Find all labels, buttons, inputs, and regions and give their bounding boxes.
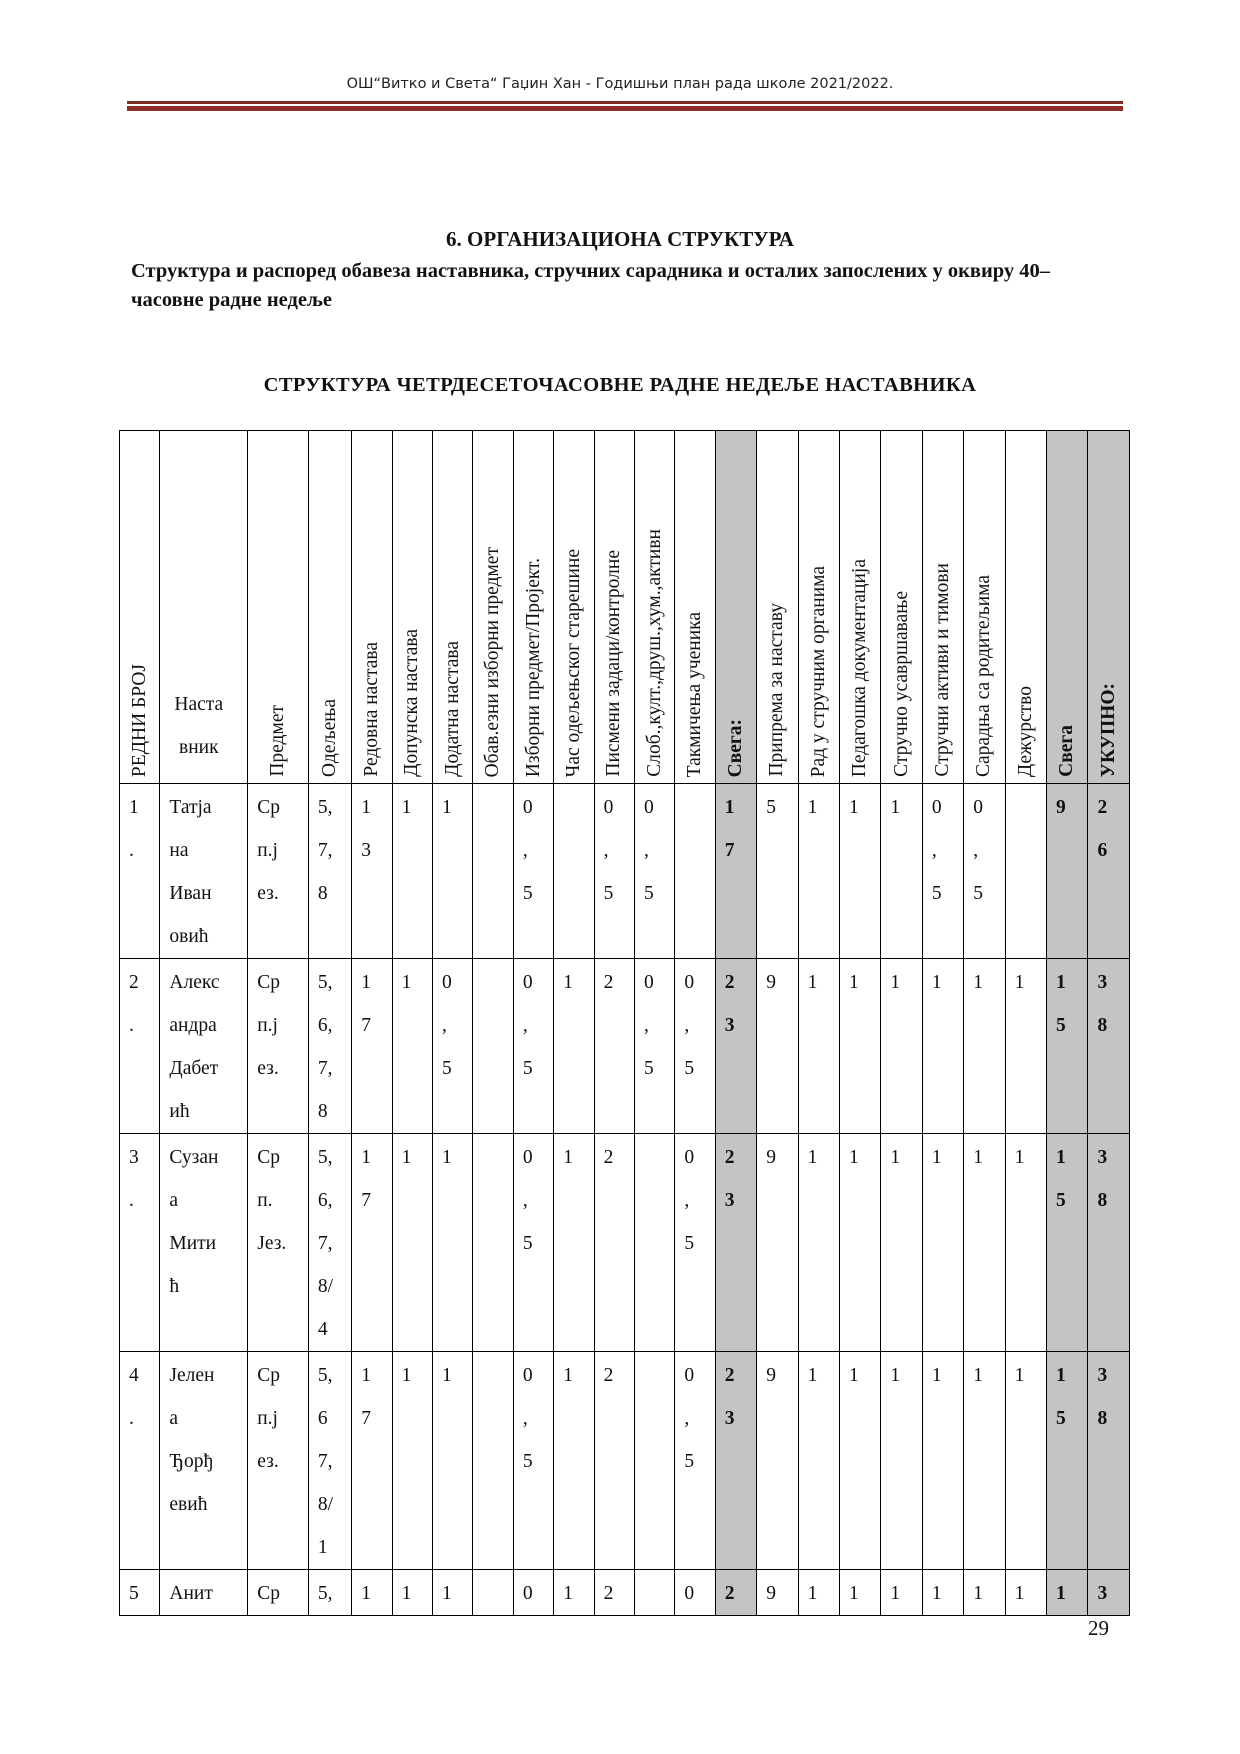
cell-value: 9 <box>766 972 776 993</box>
table-cell <box>1005 1570 1046 1616</box>
cell-value: 5, <box>317 1583 333 1604</box>
table-cell <box>554 1134 594 1352</box>
cell-value: 0 , 5 <box>522 972 533 1079</box>
cell-value: 1 7 <box>361 972 372 1036</box>
table-cell <box>513 1352 553 1570</box>
cell-value: 1 <box>1056 1583 1066 1604</box>
cell-value: 2 <box>603 972 614 993</box>
col-header-elective-project: Изборни предмет/Пројект. <box>513 431 553 784</box>
table-cell <box>160 1352 248 1570</box>
cell-value: Ср п.ј ез. <box>257 972 281 1079</box>
cell-value: Ср п.ј ез. <box>257 1365 281 1472</box>
col-header-supplementary: Допунска настава <box>392 431 432 784</box>
cell-value: 1 <box>1014 1147 1025 1168</box>
table-cell <box>840 1570 881 1616</box>
table-cell <box>433 784 473 959</box>
cell-value: 1 <box>931 972 942 993</box>
cell-value: 1 <box>442 1147 452 1168</box>
table-cell <box>840 959 881 1134</box>
table-cell <box>635 959 675 1134</box>
cell-value: 1 7 <box>724 797 735 861</box>
table-cell <box>554 1352 594 1570</box>
cell-value: 0 , 5 <box>644 972 654 1079</box>
table-cell <box>513 1134 553 1352</box>
table-cell <box>881 1570 922 1616</box>
cell-value: 2 3 <box>724 972 735 1036</box>
table-cell <box>1047 784 1088 959</box>
cell-value: 2 <box>603 1147 614 1168</box>
cell-value: 0 , 5 <box>522 1147 533 1254</box>
table-cell <box>554 1570 594 1616</box>
table-cell <box>1047 959 1088 1134</box>
cell-value: 1 <box>973 1365 983 1386</box>
cell-value: 1 <box>890 1583 901 1604</box>
col-header-free-activities: Слоб.,култ.,друш.,хум.,активн <box>635 431 675 784</box>
table-cell <box>757 784 798 959</box>
table-cell <box>675 1570 715 1616</box>
cell-value: 2 <box>603 1365 614 1386</box>
cell-value: 1 <box>442 1365 452 1386</box>
cell-value: 2 . <box>129 972 139 1036</box>
col-header-professional-development: Стручно усавршавање <box>881 431 922 784</box>
table-cell <box>248 959 309 1134</box>
table-cell <box>1005 784 1046 959</box>
cell-value: 1 . <box>129 797 139 861</box>
cell-value: 1 <box>973 972 983 993</box>
table-cell <box>635 1352 675 1570</box>
table-row <box>120 1570 1130 1616</box>
table-cell <box>160 1570 248 1616</box>
cell-value: 1 <box>890 1365 901 1386</box>
table-cell <box>594 1570 634 1616</box>
cell-value: 5, 6, 7, 8/ 4 <box>317 1147 334 1340</box>
table-cell <box>473 1570 513 1616</box>
cell-value: 1 <box>973 1583 983 1604</box>
table-cell <box>120 784 160 959</box>
table-cell <box>392 1134 432 1352</box>
section-title: 6. ОРГАНИЗАЦИОНА СТРУКТУРА <box>446 227 794 251</box>
table-cell <box>594 959 634 1134</box>
col-header-mandatory-elective: Обав.езни изборни предмет <box>473 431 513 784</box>
cell-value <box>473 1134 512 1136</box>
table-cell <box>798 1134 839 1352</box>
table-cell <box>433 1134 473 1352</box>
table-cell <box>352 1352 392 1570</box>
header-rule-thick <box>127 106 1123 111</box>
cell-value: Јелен а Ђорђ евић <box>169 1365 215 1515</box>
cell-value: 1 <box>849 1147 859 1168</box>
cell-value: 9 <box>766 1147 776 1168</box>
table-cell <box>1047 1134 1088 1352</box>
table-cell <box>840 784 881 959</box>
table-cell <box>433 1570 473 1616</box>
cell-value: 1 <box>807 797 818 818</box>
table-cell <box>513 1570 553 1616</box>
table-cell <box>308 1352 351 1570</box>
table-cell <box>964 1134 1005 1352</box>
table-cell <box>715 1352 756 1570</box>
table-row <box>120 784 1130 959</box>
table-cell <box>160 1134 248 1352</box>
table-cell <box>513 784 553 959</box>
table-cell <box>120 959 160 1134</box>
cell-value <box>554 784 593 786</box>
cell-value: Ср <box>257 1583 281 1604</box>
table-cell <box>473 959 513 1134</box>
cell-value: 1 <box>931 1583 942 1604</box>
cell-value: 5 <box>766 797 776 818</box>
table-cell <box>675 784 715 959</box>
table-cell <box>352 784 392 959</box>
table-cell <box>392 784 432 959</box>
table-cell <box>715 784 756 959</box>
table-cell <box>392 1570 432 1616</box>
table-cell <box>964 1352 1005 1570</box>
cell-value: 3 8 <box>1097 972 1108 1036</box>
cell-value: 1 5 <box>1056 1365 1066 1429</box>
table-cell <box>248 1134 309 1352</box>
cell-value <box>473 959 512 961</box>
table-cell <box>964 1570 1005 1616</box>
table-cell <box>248 1352 309 1570</box>
table-cell <box>473 1134 513 1352</box>
col-header-subtotal-1: Свега: <box>715 431 756 784</box>
table-cell <box>635 1134 675 1352</box>
cell-value: 1 <box>442 797 452 818</box>
cell-value: 1 <box>890 972 901 993</box>
page-number: 29 <box>1088 1616 1109 1640</box>
table-cell <box>120 1134 160 1352</box>
cell-value <box>635 1570 674 1572</box>
table-cell <box>473 784 513 959</box>
cell-value: 1 <box>849 1583 859 1604</box>
header-rule-thin <box>127 101 1123 104</box>
section-subtitle: Структура и распоред обавеза наставника, стручних сарадника и осталих запослених у оквиру 40–часовне радне недеље <box>131 260 1051 311</box>
cell-value: 0 , 5 <box>684 972 695 1079</box>
table-cell <box>881 959 922 1134</box>
table-cell <box>881 1134 922 1352</box>
table-cell <box>757 1134 798 1352</box>
table-cell <box>715 959 756 1134</box>
table-cell <box>798 1352 839 1570</box>
table-cell <box>881 784 922 959</box>
table-cell <box>308 959 351 1134</box>
cell-value: 1 <box>401 797 412 818</box>
col-header-teacher: Наста вник <box>160 431 248 784</box>
table-cell <box>160 784 248 959</box>
table-row <box>120 959 1130 1134</box>
cell-value: 0 , 5 <box>684 1365 695 1472</box>
cell-value: 1 <box>563 972 573 993</box>
cell-value: 5, 6, 7, 8 <box>317 972 333 1122</box>
table-cell <box>1005 1352 1046 1570</box>
cell-value: 0 , 5 <box>644 797 654 904</box>
cell-value: 0 , 5 <box>684 1147 695 1254</box>
cell-value: 9 <box>766 1365 776 1386</box>
cell-value: 3 <box>1097 1583 1108 1604</box>
col-header-subtotal-2: Свега <box>1047 431 1088 784</box>
table-title: СТРУКТУРА ЧЕТРДЕСЕТОЧАСОВНЕ РАДНЕ НЕДЕЉЕ НАСТАВНИКА <box>263 374 977 396</box>
col-header-tests: Писмени задаци/контролне <box>594 431 634 784</box>
cell-value: 1 <box>1014 972 1025 993</box>
col-header-classes: Одељења <box>308 431 351 784</box>
cell-value: 1 <box>401 1365 412 1386</box>
col-header-ordinal: РЕДНИ БРОЈ <box>120 431 160 784</box>
cell-value: Татја на Иван овић <box>169 797 212 947</box>
cell-value: 1 <box>401 1583 412 1604</box>
table-cell <box>675 1352 715 1570</box>
cell-value: 0 , 5 <box>973 797 983 904</box>
table-cell <box>840 1134 881 1352</box>
col-header-competitions: Такмичења ученика <box>675 431 715 784</box>
cell-value: 9 <box>766 1583 776 1604</box>
cell-value: 1 <box>563 1365 573 1386</box>
table-cell <box>1088 1352 1130 1570</box>
cell-value <box>473 1570 512 1572</box>
cell-value: 5, 6 7, 8/ 1 <box>317 1365 334 1558</box>
table-cell <box>1088 784 1130 959</box>
table-row <box>120 1134 1130 1352</box>
cell-value: Анит <box>169 1583 213 1604</box>
table-cell <box>757 1570 798 1616</box>
cell-value: 5, 7, 8 <box>317 797 333 904</box>
cell-value <box>635 1352 674 1354</box>
col-header-teams: Стручни активи и тимови <box>922 431 963 784</box>
table-cell <box>392 1352 432 1570</box>
cell-value: 2 <box>724 1583 735 1604</box>
table-cell <box>715 1570 756 1616</box>
table-cell <box>594 1134 634 1352</box>
cell-value: 1 <box>401 972 412 993</box>
cell-value: 0 , 5 <box>442 972 452 1079</box>
cell-value: Сузан а Мити ћ <box>169 1147 219 1297</box>
col-header-parent-cooperation: Сарадња са родитељима <box>964 431 1005 784</box>
table-cell <box>922 1570 963 1616</box>
cell-value: 1 <box>807 972 818 993</box>
table-cell <box>1005 1134 1046 1352</box>
table-cell <box>922 959 963 1134</box>
cell-value <box>1006 784 1046 786</box>
table-cell <box>798 1570 839 1616</box>
table-cell <box>160 959 248 1134</box>
table-cell <box>675 959 715 1134</box>
cell-value: 1 <box>563 1583 573 1604</box>
table-cell <box>881 1352 922 1570</box>
cell-value: 0 <box>522 1583 533 1604</box>
cell-value: 1 <box>1014 1583 1025 1604</box>
table-cell <box>1047 1352 1088 1570</box>
cell-value: 3 . <box>129 1147 139 1211</box>
table-cell <box>513 959 553 1134</box>
table-cell <box>1047 1570 1088 1616</box>
cell-value: 2 3 <box>724 1147 735 1211</box>
cell-value: 5 <box>129 1583 139 1604</box>
cell-value: 3 8 <box>1097 1365 1108 1429</box>
cell-value: 4 . <box>129 1365 139 1429</box>
cell-value: 1 5 <box>1056 972 1066 1036</box>
table-cell <box>120 1570 160 1616</box>
cell-value: 0 , 5 <box>603 797 614 904</box>
table-cell <box>1005 959 1046 1134</box>
cell-value: 1 <box>931 1365 942 1386</box>
cell-value: 1 <box>931 1147 942 1168</box>
table-cell <box>594 1352 634 1570</box>
col-header-additional: Додатна настава <box>433 431 473 784</box>
cell-value: 1 7 <box>361 1365 372 1429</box>
cell-value: 1 5 <box>1056 1147 1066 1211</box>
cell-value: 1 <box>849 972 859 993</box>
table-body <box>120 784 1130 1616</box>
table-cell <box>1088 1134 1130 1352</box>
table-cell <box>308 1134 351 1352</box>
table-cell <box>433 1352 473 1570</box>
cell-value: 1 3 <box>361 797 372 861</box>
table-cell <box>248 1570 309 1616</box>
table-cell <box>594 784 634 959</box>
cell-value: 1 <box>807 1365 818 1386</box>
table-cell <box>1088 1570 1130 1616</box>
col-header-total: УКУПНО: <box>1088 431 1130 784</box>
table-cell <box>798 784 839 959</box>
cell-value <box>473 784 512 786</box>
col-header-pedagogical-docs: Педагошка документација <box>840 431 881 784</box>
table-cell <box>757 1352 798 1570</box>
cell-value: 3 8 <box>1097 1147 1108 1211</box>
cell-value: 1 <box>361 1583 372 1604</box>
table-cell <box>922 1352 963 1570</box>
table-cell <box>392 959 432 1134</box>
col-header-professional-bodies: Рад у стручним органима <box>798 431 839 784</box>
table-cell <box>352 959 392 1134</box>
cell-value: 0 <box>684 1583 695 1604</box>
cell-value: 1 <box>401 1147 412 1168</box>
cell-value: 1 <box>563 1147 573 1168</box>
table-cell <box>433 959 473 1134</box>
table-cell <box>964 959 1005 1134</box>
running-header: ОШ“Витко и Света“ Гаџин Хан - Годишњи план рада школе 2021/2022. <box>346 76 894 92</box>
cell-value: 0 , 5 <box>522 797 533 904</box>
teacher-workweek-table <box>119 430 1130 1616</box>
table-row <box>120 1352 1130 1570</box>
cell-value: 2 <box>603 1583 614 1604</box>
header-row <box>120 431 1130 784</box>
table-cell <box>248 784 309 959</box>
table-cell <box>715 1134 756 1352</box>
table-cell <box>473 1352 513 1570</box>
table-cell <box>922 1134 963 1352</box>
cell-value <box>473 1352 512 1354</box>
table-cell <box>554 784 594 959</box>
table-cell <box>757 959 798 1134</box>
cell-value: Ср п.ј ез. <box>257 797 281 904</box>
table-cell <box>635 784 675 959</box>
cell-value: 2 6 <box>1097 797 1108 861</box>
table-cell <box>352 1134 392 1352</box>
cell-value: Ср п. Јез. <box>257 1147 287 1254</box>
cell-value: 1 <box>973 1147 983 1168</box>
table-cell <box>840 1352 881 1570</box>
table-cell <box>798 959 839 1134</box>
cell-value: 1 7 <box>361 1147 372 1211</box>
table-cell <box>120 1352 160 1570</box>
table-cell <box>308 784 351 959</box>
cell-value: 1 <box>807 1583 818 1604</box>
cell-value: 9 <box>1056 797 1066 818</box>
cell-value: 0 , 5 <box>522 1365 533 1472</box>
table-cell <box>308 1570 351 1616</box>
cell-value: 0 , 5 <box>931 797 942 904</box>
cell-value <box>635 1134 674 1136</box>
table-cell <box>352 1570 392 1616</box>
table-cell <box>554 959 594 1134</box>
cell-value: 1 <box>849 797 859 818</box>
col-header-regular-teaching: Редовна настава <box>352 431 392 784</box>
col-header-homeroom: Час одељењског старешине <box>554 431 594 784</box>
cell-value <box>675 784 714 786</box>
table-cell <box>1088 959 1130 1134</box>
cell-value: Алекс андра Дабет ић <box>169 972 220 1122</box>
cell-value: 1 <box>890 797 901 818</box>
table-cell <box>964 784 1005 959</box>
cell-value: 1 <box>807 1147 818 1168</box>
table-cell <box>675 1134 715 1352</box>
table-cell <box>922 784 963 959</box>
cell-value: 1 <box>849 1365 859 1386</box>
col-header-lesson-prep: Припрема за наставу <box>757 431 798 784</box>
table-cell <box>635 1570 675 1616</box>
col-header-duty: Дежурство <box>1005 431 1046 784</box>
cell-value: 1 <box>1014 1365 1025 1386</box>
cell-value: 1 <box>442 1583 452 1604</box>
cell-value: 1 <box>890 1147 901 1168</box>
col-header-subject: Предмет <box>248 431 309 784</box>
cell-value: 2 3 <box>724 1365 735 1429</box>
